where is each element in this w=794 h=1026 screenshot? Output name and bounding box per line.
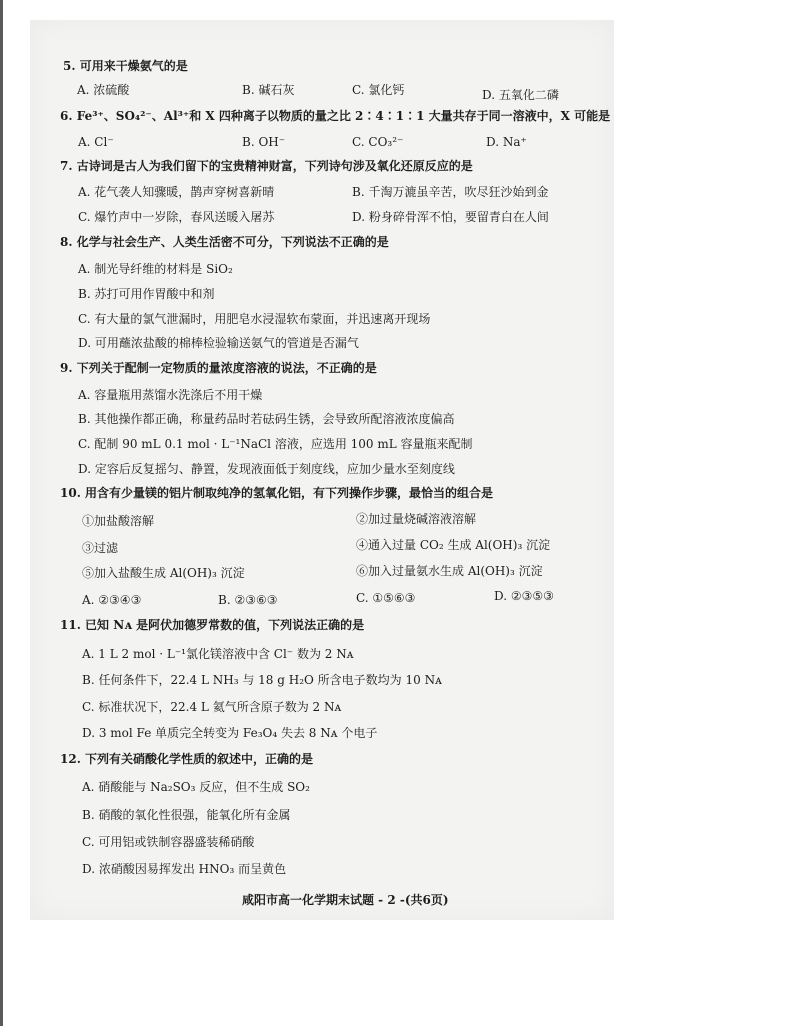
question-9-option-b: B. 其他操作都正确，称量药品时若砝码生锈，会导致所配溶液浓度偏高 <box>78 412 455 426</box>
question-10-option-c: C. ①⑤⑥③ <box>356 591 416 605</box>
question-6-option-a: A. Cl⁻ <box>78 135 114 149</box>
question-12-option-b: B. 硝酸的氧化性很强，能氧化所有金属 <box>82 808 291 822</box>
question-6-option-c: C. CO₃²⁻ <box>352 135 404 149</box>
question-10-option-d: D. ②③⑤③ <box>494 589 554 603</box>
question-10-stem: 10. 用含有少量镁的铝片制取纯净的氢氧化铝，有下列操作步骤，最恰当的组合是 <box>60 486 494 500</box>
question-11-option-d: D. 3 mol Fe 单质完全转变为 Fe₃O₄ 失去 8 Nᴀ 个电子 <box>82 726 378 740</box>
question-9-option-d: D. 定容后反复摇匀、静置，发现液面低于刻度线，应加少量水至刻度线 <box>78 462 455 476</box>
question-7-stem: 7. 古诗词是古人为我们留下的宝贵精神财富，下列诗句涉及氧化还原反应的是 <box>60 159 473 173</box>
question-10-step-4: ④通入过量 CO₂ 生成 Al(OH)₃ 沉淀 <box>356 538 551 552</box>
question-11-stem: 11. 已知 Nᴀ 是阿伏加德罗常数的值，下列说法正确的是 <box>60 618 365 632</box>
question-10-step-2: ②加过量烧碱溶液溶解 <box>356 512 477 526</box>
question-5-option-b: B. 碱石灰 <box>242 83 295 97</box>
question-6-option-d: D. Na⁺ <box>486 135 527 149</box>
question-5-stem: 5. 可用来干燥氨气的是 <box>63 59 188 73</box>
question-7-option-a: A. 花气袭人知骤暖，鹊声穿树喜新晴 <box>78 185 275 199</box>
question-6-option-b: B. OH⁻ <box>242 135 286 149</box>
question-5-option-c: C. 氯化钙 <box>352 83 405 97</box>
question-12-option-a: A. 硝酸能与 Na₂SO₃ 反应，但不生成 SO₂ <box>82 780 310 794</box>
question-7-option-d: D. 粉身碎骨浑不怕，要留青白在人间 <box>352 210 549 224</box>
question-12-option-c: C. 可用铝或铁制容器盛装稀硝酸 <box>82 835 255 849</box>
question-9-option-c: C. 配制 90 mL 0.1 mol · L⁻¹NaCl 溶液，应选用 100 mL 容量瓶来配制 <box>78 437 473 451</box>
question-10-step-5: ⑤加入盐酸生成 Al(OH)₃ 沉淀 <box>82 566 245 580</box>
question-9-option-a: A. 容量瓶用蒸馏水洗涤后不用干燥 <box>78 388 263 402</box>
question-5-option-d: D. 五氧化二磷 <box>482 88 559 102</box>
question-5-option-a: A. 浓硫酸 <box>77 83 130 97</box>
question-12-option-d: D. 浓硝酸因易挥发出 HNO₃ 而呈黄色 <box>82 862 287 876</box>
question-11-option-b: B. 任何条件下，22.4 L NH₃ 与 18 g H₂O 所含电子数均为 10 Nᴀ <box>82 673 442 687</box>
question-10-option-a: A. ②③④③ <box>82 593 142 607</box>
question-11-option-a: A. 1 L 2 mol · L⁻¹氯化镁溶液中含 Cl⁻ 数为 2 Nᴀ <box>82 647 354 661</box>
question-10-step-1: ①加盐酸溶解 <box>82 514 155 528</box>
question-6-stem: 6. Fe³⁺、SO₄²⁻、Al³⁺和 X 四种离子以物质的量之比 2∶4∶1∶1 大量共存于同一溶液中，X 可能是 <box>60 109 611 123</box>
question-10-step-6: ⑥加入过量氨水生成 Al(OH)₃ 沉淀 <box>356 564 543 578</box>
question-7-option-c: C. 爆竹声中一岁除，春风送暖入屠苏 <box>78 210 275 224</box>
exam-page <box>30 20 614 920</box>
question-10-step-3: ③过滤 <box>82 541 119 555</box>
question-8-option-d: D. 可用蘸浓盐酸的棉棒检验输送氨气的管道是否漏气 <box>78 336 359 350</box>
question-8-option-c: C. 有大量的氯气泄漏时，用肥皂水浸湿软布蒙面，并迅速离开现场 <box>78 312 431 326</box>
question-8-option-a: A. 制光导纤维的材料是 SiO₂ <box>78 262 233 276</box>
question-7-option-b: B. 千淘万漉虽辛苦，吹尽狂沙始到金 <box>352 185 549 199</box>
question-8-option-b: B. 苏打可用作胃酸中和剂 <box>78 287 215 301</box>
question-10-option-b: B. ②③⑥③ <box>218 593 278 607</box>
window-left-border <box>0 0 3 1026</box>
question-12-stem: 12. 下列有关硝酸化学性质的叙述中，正确的是 <box>60 752 314 766</box>
question-8-stem: 8. 化学与社会生产、人类生活密不可分，下列说法不正确的是 <box>60 235 389 249</box>
page-footer: 咸阳市高一化学期末试题 - 2 -(共6页) <box>242 893 449 907</box>
question-9-stem: 9. 下列关于配制一定物质的量浓度溶液的说法，不正确的是 <box>60 361 377 375</box>
question-11-option-c: C. 标准状况下，22.4 L 氦气所含原子数为 2 Nᴀ <box>82 700 342 714</box>
